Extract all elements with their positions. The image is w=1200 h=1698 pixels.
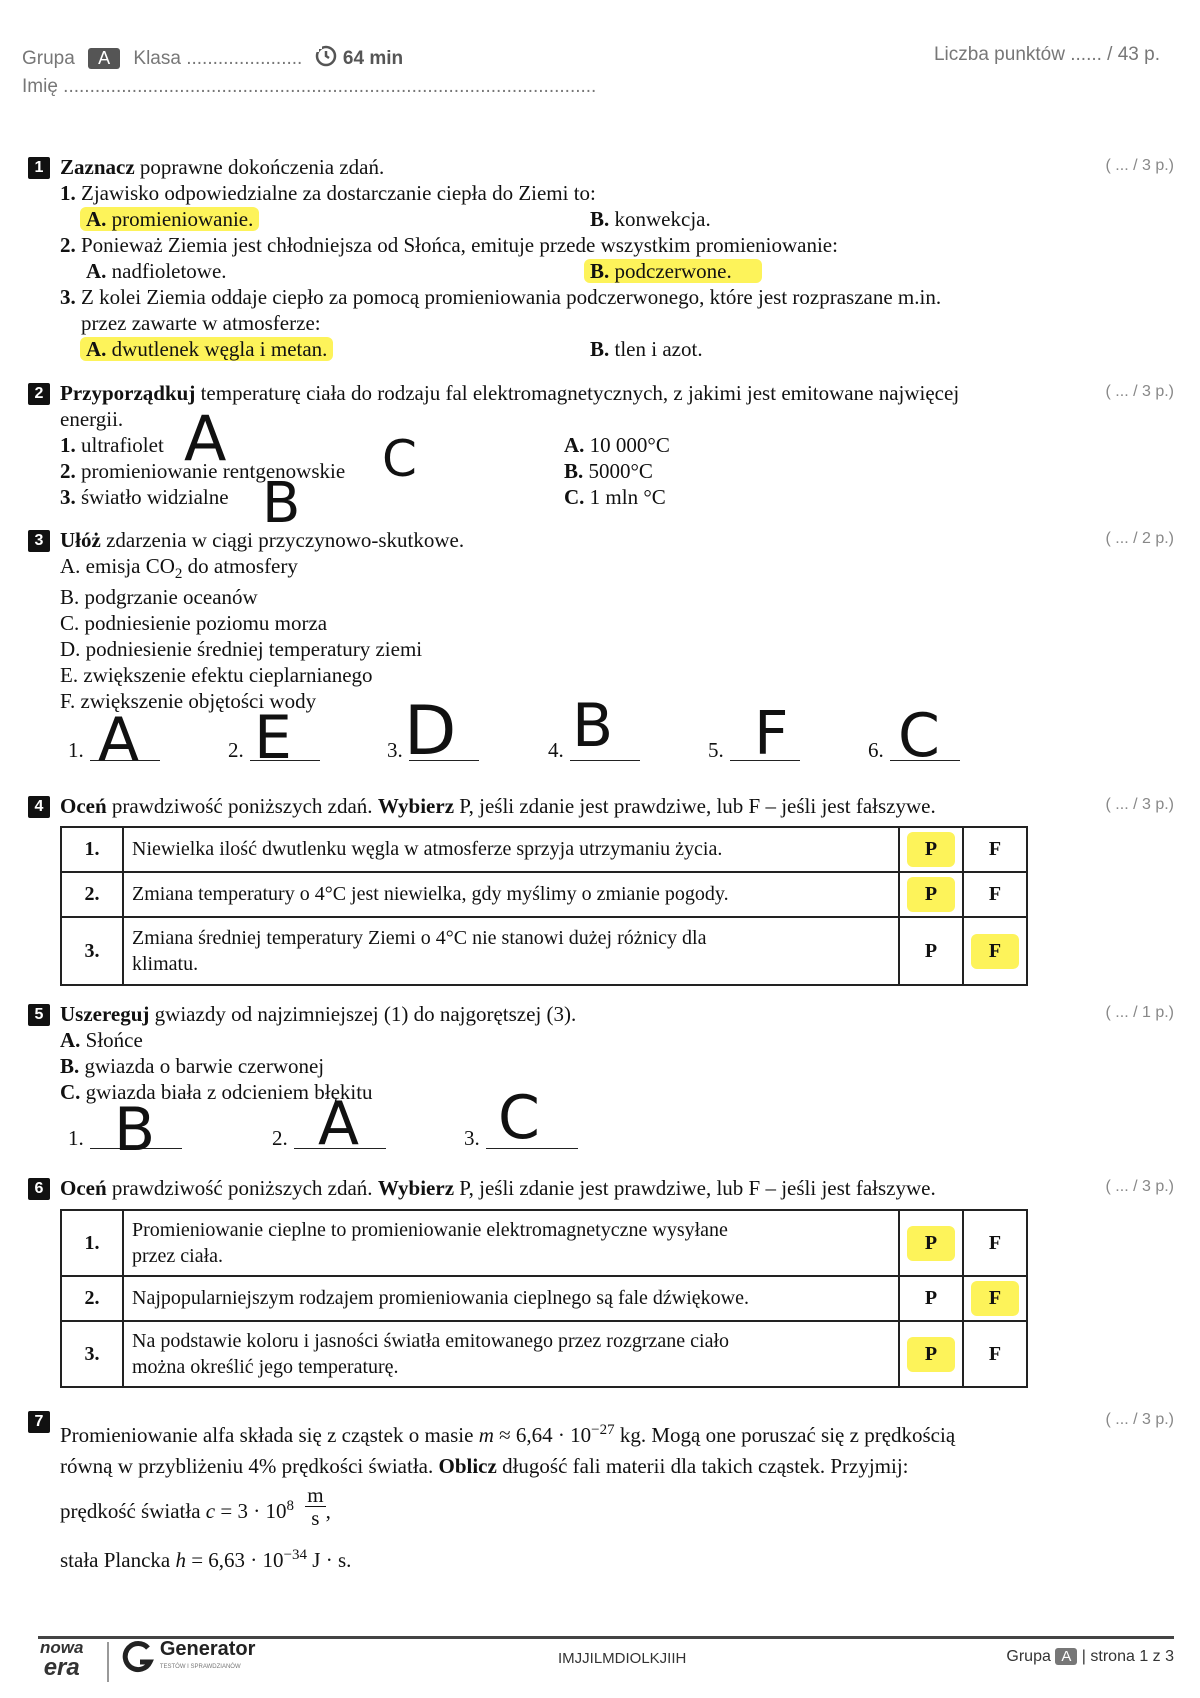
task-number: 7 <box>28 1411 50 1433</box>
handwritten-answer: B <box>572 691 614 761</box>
statement: Na podstawie koloru i jasności światła emitowanego przez rozgrzane ciało można określić jego temperaturę. <box>123 1321 899 1387</box>
slot-label: 4. <box>548 738 564 762</box>
logo-separator <box>107 1642 109 1682</box>
statement: Niewielka ilość dwutlenku węgla w atmosferze sprzyja utrzymaniu życia. <box>123 827 899 872</box>
false-option[interactable]: F <box>963 827 1027 872</box>
task-points: ( ... / 3 p.) <box>1105 1411 1174 1428</box>
option-3a[interactable]: A. dwutlenek węgla i metan. <box>86 337 333 362</box>
table-row <box>61 872 1027 917</box>
slot-label: 3. <box>387 738 403 762</box>
match-item-3: 3. światło widzialne <box>60 485 229 509</box>
task-text-line-2: równą w przybliżeniu 4% prędkości światła. Oblicz długość fali materii dla takich cząstek. Przyjmij: <box>60 1454 909 1478</box>
clock-icon <box>314 44 338 74</box>
true-option[interactable]: P <box>899 917 963 985</box>
slot-label: 3. <box>464 1126 480 1150</box>
match-option-b: B. 5000°C <box>564 459 653 483</box>
task-instruction-cont: energii. <box>60 407 124 431</box>
false-option[interactable]: F <box>963 917 1027 985</box>
statement: Najpopularniejszym rodzajem promieniowania cieplnego są fale dźwiękowe. <box>123 1276 899 1321</box>
question-3-cont: przez zawarte w atmosferze: <box>81 311 321 335</box>
handwritten-answer: A <box>98 705 140 775</box>
task-points: ( ... / 3 p.) <box>1105 1178 1174 1195</box>
class-field[interactable]: Klasa ...................... <box>133 48 303 69</box>
task-instruction: Oceń prawdziwość poniższych zdań. Wybierz P, jeśli zdanie jest prawdziwe, lub F – jeśli jest fałszywe. <box>60 1176 936 1200</box>
false-option[interactable]: F <box>963 1210 1027 1276</box>
question-1: 1. Zjawisko odpowiedzialne za dostarczanie ciepła do Ziemi to: <box>60 181 596 205</box>
handwritten-answer: C <box>498 1083 540 1153</box>
handwritten-answer: A <box>184 402 227 475</box>
slot-label: 1. <box>68 1126 84 1150</box>
task-text-line-4: stała Plancka $h = 6,63 \cdot 10^{-34}$ J · s. <box>60 1547 352 1572</box>
star-b: B. gwiazda o barwie czerwonej <box>60 1054 325 1078</box>
true-option[interactable]: P <box>899 872 963 917</box>
task-number: 6 <box>28 1178 50 1200</box>
task-number: 4 <box>28 796 50 818</box>
task-number: 2 <box>28 383 50 405</box>
star-a: A. Słońce <box>60 1028 143 1052</box>
task-instruction: Oceń prawdziwość poniższych zdań. Wybierz P, jeśli zdanie jest prawdziwe, lub F – jeśli jest fałszywe. <box>60 794 936 818</box>
task-instruction: Ułóż zdarzenia w ciągi przyczynowo-skutkowe. <box>60 528 465 552</box>
false-option[interactable]: F <box>963 1321 1027 1387</box>
option-1a[interactable]: A. promieniowanie. <box>86 207 259 232</box>
name-field[interactable]: Imię ..................................................................................................... <box>22 76 597 97</box>
slot-label: 6. <box>868 738 884 762</box>
task-instruction: Przyporządkuj temperaturę ciała do rodzaju fal elektromagnetycznych, z jakimi jest emitowane najwięcej <box>60 381 960 405</box>
statement: Promieniowanie cieplne to promieniowanie elektromagnetyczne wysyłane przez ciała. <box>123 1210 899 1276</box>
slot-label: 2. <box>272 1126 288 1150</box>
handwritten-answer: E <box>254 703 292 773</box>
task-text-line-3: prędkość światła $c = 3 \cdot 10^8$ $\frac{m}{s}$ , <box>60 1483 331 1530</box>
task-points: ( ... / 3 p.) <box>1105 796 1174 813</box>
event-f: F. zwiększenie objętości wody <box>60 689 317 713</box>
statement: Zmiana średniej temperatury Ziemi o 4°C nie stanowi dużej różnicy dla klimatu. <box>123 917 899 985</box>
table-row <box>61 1210 1027 1276</box>
slot-label: 1. <box>68 738 84 762</box>
match-option-a: A. 10 000°C <box>564 433 670 457</box>
match-item-1: 1. ultrafiolet <box>60 433 164 457</box>
true-option[interactable]: P <box>899 827 963 872</box>
statement: Zmiana temperatury o 4°C jest niewielka, gdy myślimy o zmianie pogody. <box>123 872 899 917</box>
option-3b[interactable]: B. tlen i azot. <box>590 337 703 361</box>
row-number: 1. <box>61 1210 123 1276</box>
option-2b[interactable]: B. podczerwone. <box>590 259 762 284</box>
group-badge: A <box>88 48 120 69</box>
event-a: A. emisja $CO_2$ do atmosfery <box>60 554 298 583</box>
task-instruction: Zaznacz poprawne dokończenia zdań. <box>60 155 385 179</box>
event-c: C. podniesienie poziomu morza <box>60 611 328 635</box>
document-code: IMJJILMDIOLKJIIH <box>558 1650 687 1667</box>
row-number: 2. <box>61 872 123 917</box>
slot-label: 5. <box>708 738 724 762</box>
task-number: 3 <box>28 530 50 552</box>
question-2: 2. Ponieważ Ziemia jest chłodniejsza od Słońca, emituje przede wszystkim promieniowanie: <box>60 233 838 257</box>
row-number: 3. <box>61 1321 123 1387</box>
generator-logo: Generator TESTÓW I SPRAWDZIANÓW <box>122 1640 255 1676</box>
true-option[interactable]: P <box>899 1210 963 1276</box>
event-d: D. podniesienie średniej temperatury ziemi <box>60 637 423 661</box>
star-c: C. gwiazda biała z odcieniem błękitu <box>60 1080 373 1104</box>
total-points: Liczba punktów ...... / 43 p. <box>933 44 1160 65</box>
task-points: ( ... / 3 p.) <box>1105 157 1174 174</box>
row-number: 2. <box>61 1276 123 1321</box>
false-option[interactable]: F <box>963 872 1027 917</box>
table-row <box>61 827 1027 872</box>
match-option-c: C. 1 mln °C <box>564 485 666 509</box>
handwritten-answer: B <box>114 1095 156 1165</box>
event-e: E. zwiększenie efektu cieplarnianego <box>60 663 373 687</box>
footer-group-badge: A <box>1055 1648 1077 1665</box>
handwritten-answer: A <box>318 1089 360 1159</box>
nowa-era-logo: nowa era <box>40 1638 84 1681</box>
task-number: 5 <box>28 1004 50 1026</box>
handwritten-answer: D <box>404 692 457 771</box>
row-number: 3. <box>61 917 123 985</box>
table-row <box>61 917 1027 985</box>
task-number: 1 <box>28 157 50 179</box>
page-indicator: Grupa A | strona 1 z 3 <box>1006 1648 1174 1665</box>
option-1b[interactable]: B. konwekcja. <box>590 207 711 231</box>
table-row <box>61 1276 1027 1321</box>
true-option[interactable]: P <box>899 1321 963 1387</box>
task-text-line-1: Promieniowanie alfa składa się z cząstek o masie $m \approx 6,64 \cdot 10^{-27}$ kg. Mogą one poruszać się z prędkością <box>60 1422 956 1447</box>
task-points: ( ... / 1 p.) <box>1105 1004 1174 1021</box>
handwritten-answer: F <box>754 699 789 769</box>
question-3: 3. Z kolei Ziemia oddaje ciepło za pomocą promieniowania podczerwonego, które jest rozpraszane m.in. <box>60 285 942 309</box>
handwritten-answer: C <box>382 430 417 488</box>
header-group: Grupa A Klasa ...................... 64 min <box>22 44 403 74</box>
generator-g-icon <box>122 1640 154 1676</box>
task-instruction: Uszereguj gwiazdy od najzimniejszej (1) do najgorętszej (3). <box>60 1002 577 1026</box>
slot-label: 2. <box>228 738 244 762</box>
true-option[interactable]: P <box>899 1276 963 1321</box>
task-points: ( ... / 2 p.) <box>1105 530 1174 547</box>
row-number: 1. <box>61 827 123 872</box>
handwritten-answer: B <box>262 471 301 536</box>
handwritten-answer: C <box>898 701 940 771</box>
task-points: ( ... / 3 p.) <box>1105 383 1174 400</box>
option-2a[interactable]: A. nadfioletowe. <box>86 259 227 283</box>
time-limit: 64 min <box>342 48 404 69</box>
true-false-table <box>60 826 1028 986</box>
false-option[interactable]: F <box>963 1276 1027 1321</box>
true-false-table <box>60 1209 1028 1388</box>
match-item-2: 2. promieniowanie rentgenowskie <box>60 459 346 483</box>
event-b: B. podgrzanie oceanów <box>60 585 258 609</box>
table-row <box>61 1321 1027 1387</box>
